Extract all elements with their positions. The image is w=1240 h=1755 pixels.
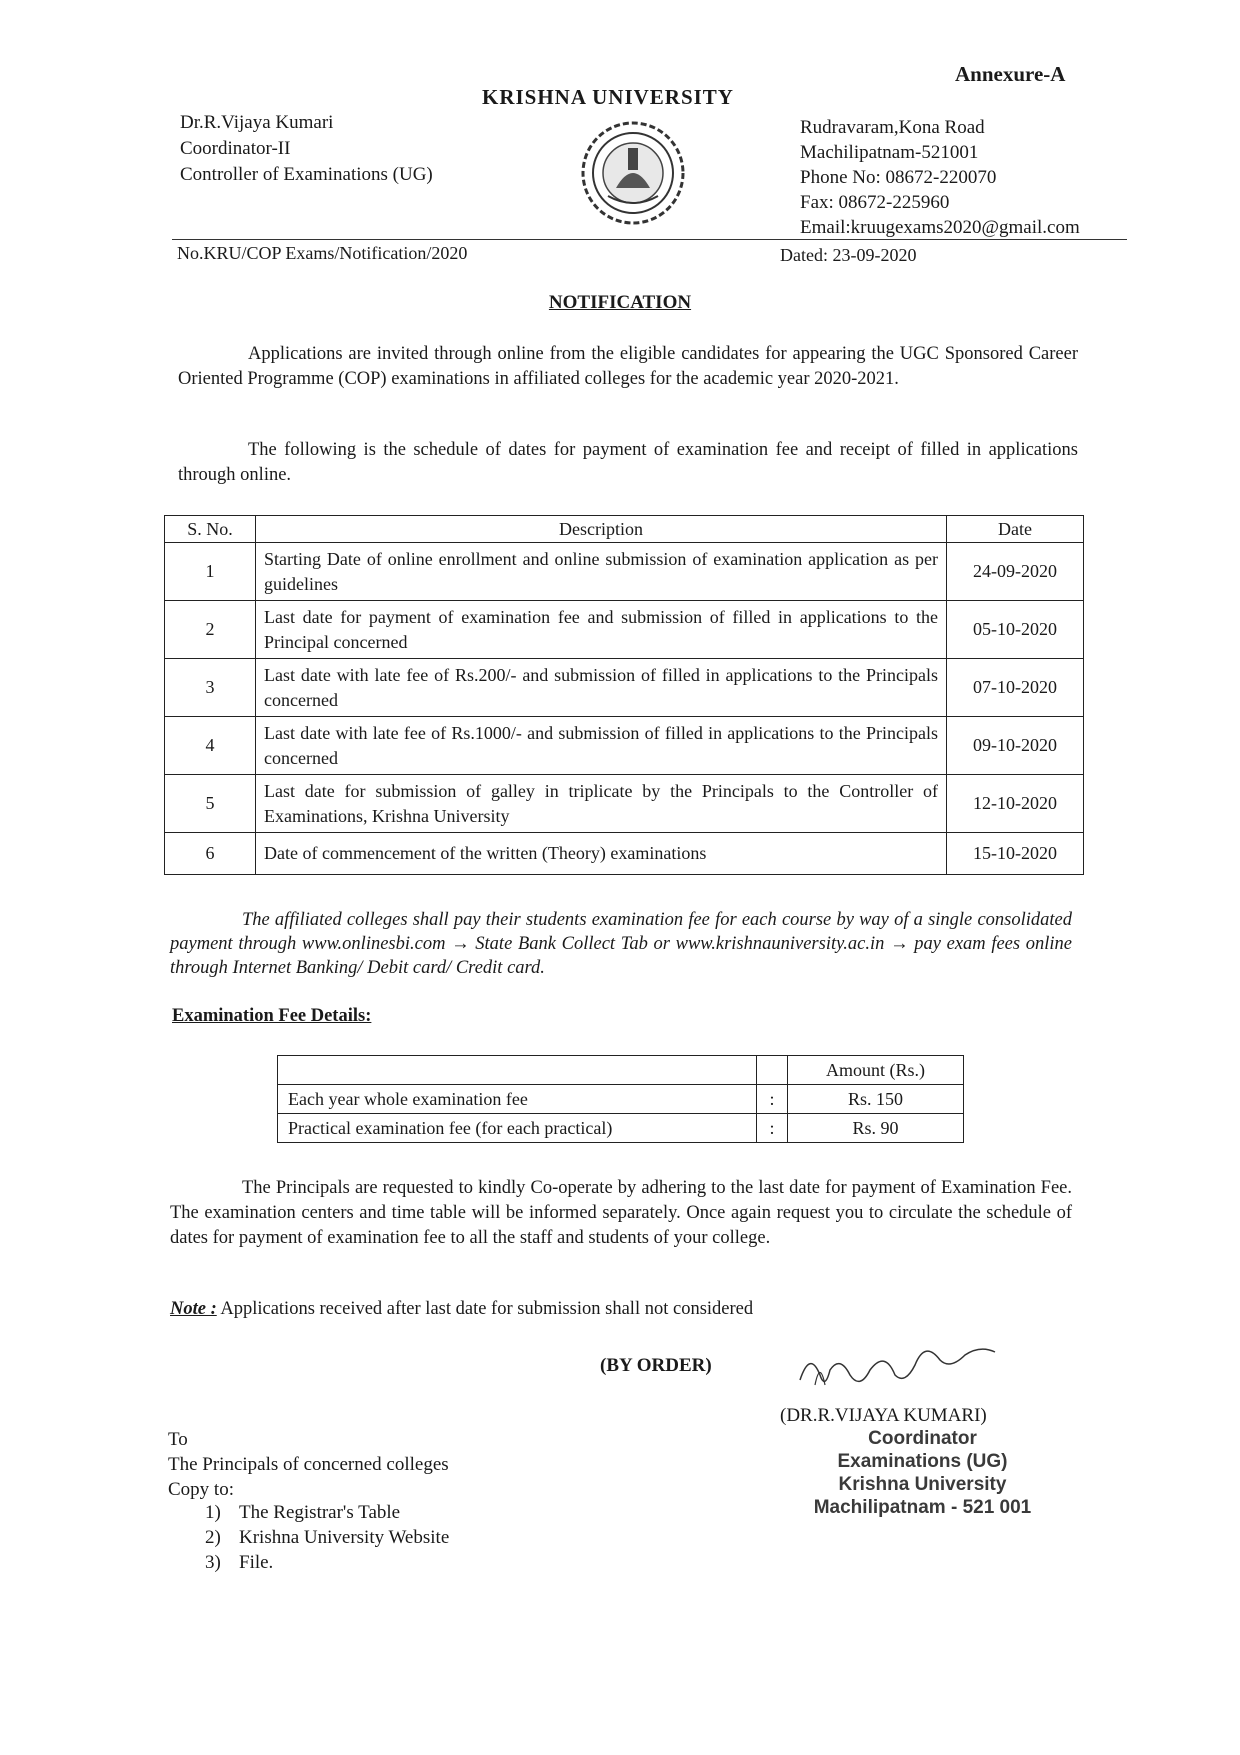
address-block	[800, 115, 1080, 240]
stamp-line4: Machilipatnam - 521 001	[813, 1497, 1032, 1518]
schedule-intro-paragraph: The following is the schedule of dates for payment of examination fee and receipt of filled in applications through online.	[178, 440, 1078, 485]
fee-details-title: Examination Fee Details:	[172, 1006, 372, 1026]
university-logo-icon	[578, 118, 688, 228]
row-sno: 6	[165, 833, 256, 875]
note-line	[170, 1299, 753, 1320]
table-row	[278, 1114, 964, 1143]
phone-number: Phone No: 08672-220070	[800, 167, 997, 188]
table-row	[165, 833, 1084, 875]
row-date: 09-10-2020	[947, 717, 1084, 775]
row-sno: 5	[165, 775, 256, 833]
recipient-block	[168, 1427, 449, 1502]
row-date: 15-10-2020	[947, 833, 1084, 875]
payment-instructions: The affiliated colleges shall pay their students examination fee for each course by way of a single consolidated payment through www.onlinesbi.com → State Bank Collect Tab or www.krishnauniversity.ac.in → pay exam fees online through Internet Banking/ Debit card/ Credit card.	[170, 910, 1072, 978]
fee-separator: :	[757, 1114, 788, 1143]
table-row	[278, 1056, 964, 1085]
reference-number: No.KRU/COP Exams/Notification/2020	[177, 243, 468, 263]
fee-separator: :	[757, 1085, 788, 1114]
row-description: Last date for submission of galley in triplicate by the Principals to the Controller of Examinations, Krishna University	[256, 775, 947, 833]
sender-designation: Coordinator-II	[180, 138, 291, 159]
recipient: The Principals of concerned colleges	[168, 1454, 449, 1475]
row-date: 24-09-2020	[947, 543, 1084, 601]
row-sno: 3	[165, 659, 256, 717]
row-sno: 4	[165, 717, 256, 775]
email-address: Email:kruugexams2020@gmail.com	[800, 217, 1080, 238]
address-line2: Machilipatnam-521001	[800, 142, 979, 163]
table-row	[165, 601, 1084, 659]
row-description: Starting Date of online enrollment and online submission of examination application as per guidelines	[256, 543, 947, 601]
schedule-header-sno: S. No.	[165, 516, 256, 543]
fee-amount: Rs. 150	[788, 1085, 964, 1114]
signatory-name: (DR.R.VIJAYA KUMARI)	[780, 1405, 987, 1426]
fee-table	[277, 1055, 964, 1143]
fee-header-blank	[278, 1056, 757, 1085]
stamp-line3: Krishna University	[838, 1474, 1007, 1495]
to-label: To	[168, 1429, 188, 1450]
table-row	[278, 1085, 964, 1114]
list-item: 3) File.	[205, 1552, 274, 1573]
principals-request-paragraph: The Principals are requested to kindly Co-operate by adhering to the last date for payment of Examination Fee. The examination centers and time table will be informed separately. Once again request you to circulate the schedule of dates for payment of examination fee to all the staff and students of your college.	[170, 1178, 1072, 1248]
schedule-header-date: Date	[947, 516, 1084, 543]
sender-office: Controller of Examinations (UG)	[180, 164, 433, 185]
office-stamp	[790, 1427, 1055, 1519]
by-order-label: (BY ORDER)	[600, 1355, 712, 1376]
copy-list	[205, 1500, 449, 1575]
signature-icon	[790, 1330, 1000, 1405]
intro-paragraph: Applications are invited through online from the eligible candidates for appearing the UGC Sponsored Career Oriented Programme (COP) examinations in affiliated colleges for the academic year 2020-2021.	[178, 344, 1078, 389]
university-name: KRISHNA UNIVERSITY	[482, 85, 734, 109]
fee-header-sep	[757, 1056, 788, 1085]
row-description: Date of commencement of the written (Theory) examinations	[256, 833, 947, 875]
fax-number: Fax: 08672-225960	[800, 192, 950, 213]
note-label: Note :	[170, 1299, 217, 1319]
annexure-label: Annexure-A	[955, 62, 1066, 86]
table-row	[165, 543, 1084, 601]
fee-label: Each year whole examination fee	[278, 1085, 757, 1114]
row-date: 07-10-2020	[947, 659, 1084, 717]
notification-heading: NOTIFICATION	[548, 292, 692, 313]
header-divider	[172, 239, 1127, 240]
table-row	[165, 659, 1084, 717]
sender-block	[180, 110, 433, 188]
date-line: Dated: 23-09-2020	[780, 245, 917, 265]
stamp-line1: Coordinator	[868, 1428, 977, 1449]
address-line1: Rudravaram,Kona Road	[800, 117, 985, 138]
row-date: 12-10-2020	[947, 775, 1084, 833]
stamp-line2: Examinations (UG)	[837, 1451, 1008, 1472]
note-text: Applications received after last date for submission shall not considered	[220, 1299, 754, 1319]
row-date: 05-10-2020	[947, 601, 1084, 659]
sender-name: Dr.R.Vijaya Kumari	[180, 112, 334, 133]
row-description: Last date with late fee of Rs.200/- and submission of filled in applications to the Principals concerned	[256, 659, 947, 717]
row-description: Last date for payment of examination fee and submission of filled in applications to the Principal concerned	[256, 601, 947, 659]
table-row	[165, 775, 1084, 833]
fee-amount: Rs. 90	[788, 1114, 964, 1143]
row-sno: 1	[165, 543, 256, 601]
row-sno: 2	[165, 601, 256, 659]
list-item: 1) The Registrar's Table	[205, 1502, 401, 1523]
schedule-header-description: Description	[256, 516, 947, 543]
schedule-table	[164, 515, 1084, 875]
table-row	[165, 717, 1084, 775]
list-item: 2) Krishna University Website	[205, 1527, 450, 1548]
row-description: Last date with late fee of Rs.1000/- and submission of filled in applications to the Principals concerned	[256, 717, 947, 775]
fee-header-amount: Amount (Rs.)	[788, 1056, 964, 1085]
fee-label: Practical examination fee (for each practical)	[278, 1114, 757, 1143]
copy-to-label: Copy to:	[168, 1479, 234, 1500]
